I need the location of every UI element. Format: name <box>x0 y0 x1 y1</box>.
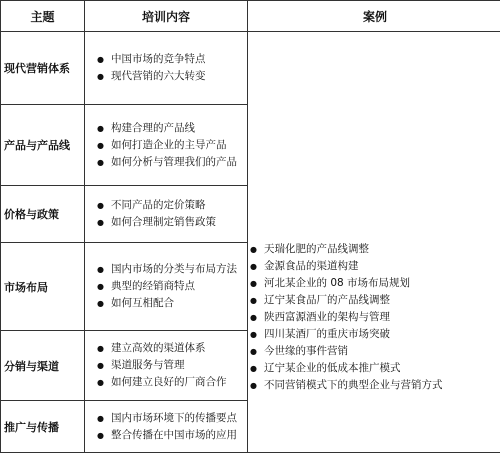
list-item: ● 国内市场的分类与布局方法 <box>97 261 247 278</box>
case-item: ● 不同营销模式下的典型企业与营销方式 <box>250 377 500 394</box>
list-item: ● 如何打造企业的主导产品 <box>97 137 247 154</box>
list-item: ● 渠道服务与管理 <box>97 357 247 374</box>
list-item: ● 整合传播在中国市场的应用 <box>97 427 247 444</box>
case-item: ● 四川某酒厂的重庆市场突破 <box>250 326 500 343</box>
list-item: ● 如何合理制定销售政策 <box>97 214 247 231</box>
list-item: ● 建立高效的渠道体系 <box>97 340 247 357</box>
case-item: ● 辽宁某企业的低成本推广模式 <box>250 360 500 377</box>
case-item: ● 河北某企业的 08 市场布局规划 <box>250 275 500 292</box>
row-topic: 分销与渠道 <box>1 331 85 401</box>
list-item: ● 国内市场环境下的传播要点 <box>97 410 247 427</box>
row-content <box>85 32 248 105</box>
list-item: ● 不同产品的定价策略 <box>97 197 247 214</box>
list-item: ● 典型的经销商特点 <box>97 278 247 295</box>
list-item: ● 如何分析与管理我们的产品 <box>97 154 247 171</box>
list-item: ● 如何建立良好的厂商合作 <box>97 374 247 391</box>
case-item: ● 辽宁某食品厂的产品线调整 <box>250 292 500 309</box>
row-topic: 市场布局 <box>1 243 85 331</box>
case-item: ● 天瑞化肥的产品线调整 <box>250 241 500 258</box>
header-row <box>1 1 500 32</box>
list-item: ● 现代营销的六大转变 <box>97 68 247 85</box>
row-topic: 产品与产品线 <box>1 105 85 186</box>
row-topic: 价格与政策 <box>1 186 85 243</box>
row-content <box>85 186 248 243</box>
cases-cell <box>248 32 500 453</box>
case-item: ● 陕西富源酒业的架构与管理 <box>250 309 500 326</box>
list-item: ● 构建合理的产品线 <box>97 120 247 137</box>
row-content <box>85 401 248 453</box>
header-content: 培训内容 <box>85 1 248 32</box>
row-content <box>85 105 248 186</box>
case-item: ● 今世缘的事件营销 <box>250 343 500 360</box>
row-topic: 推广与传播 <box>1 401 85 453</box>
row-content <box>85 331 248 401</box>
list-item: ● 如何互相配合 <box>97 295 247 312</box>
header-topic: 主题 <box>1 1 85 32</box>
case-item: ● 金源食品的渠道构建 <box>250 258 500 275</box>
row-content <box>85 243 248 331</box>
list-item: ● 中国市场的竞争特点 <box>97 51 247 68</box>
row-topic: 现代营销体系 <box>1 32 85 105</box>
header-cases: 案例 <box>248 1 500 32</box>
table-row <box>1 32 500 105</box>
